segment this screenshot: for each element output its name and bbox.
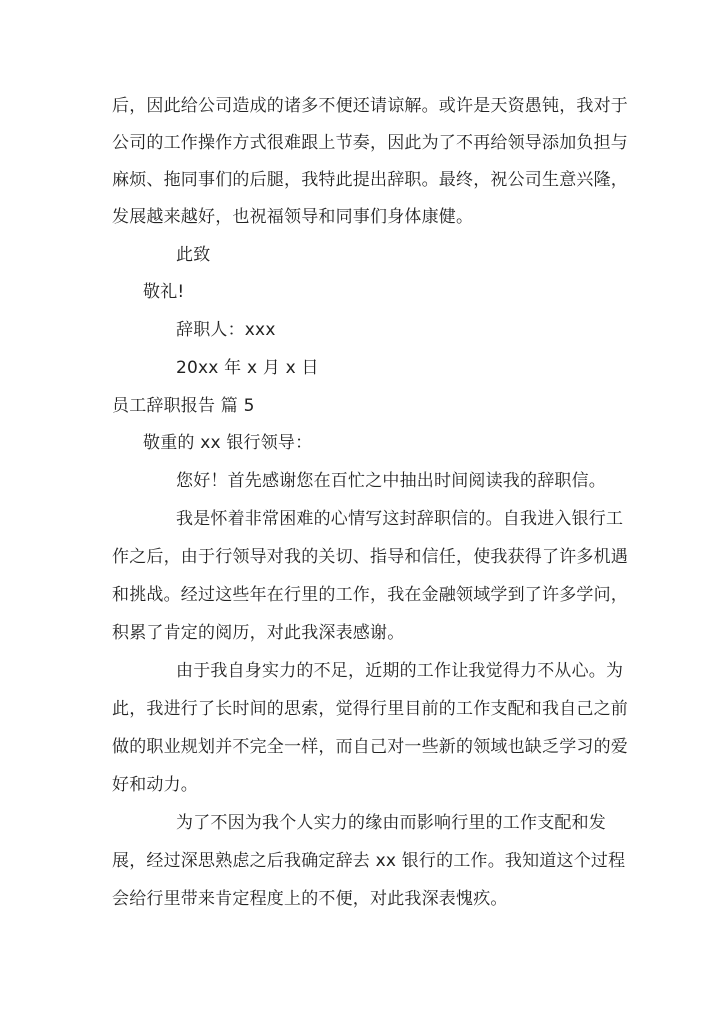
paragraph-line: 我是怀着非常困难的心情写这封辞职信的。自我进入银行工 bbox=[176, 509, 624, 529]
paragraph-line: 和挑战。经过这些年在行里的工作，我在金融领域学到了许多学问， bbox=[112, 585, 628, 605]
letter-greeting: 敬重的 xx 银行领导： bbox=[143, 433, 313, 453]
paragraph-line: 发展越来越好，也祝福领导和同事们身体康健。 bbox=[112, 207, 474, 227]
paragraph-line: 积累了肯定的阅历，对此我深表感谢。 bbox=[112, 623, 405, 643]
paragraph-line: 展，经过深思熟虑之后我确定辞去 xx 银行的工作。我知道这个过程 bbox=[112, 851, 626, 871]
paragraph-line: 会给行里带来肯定程度上的不便，对此我深表愧疚。 bbox=[112, 889, 508, 909]
signature-date: 20xx 年 x 月 x 日 bbox=[176, 358, 319, 378]
paragraph-line: 后，因此给公司造成的诸多不便还请谅解。或许是天资愚钝，我对于 bbox=[112, 96, 628, 116]
signature-name: 辞职人：xxx bbox=[176, 320, 276, 340]
paragraph-line: 做的职业规划并不完全一样，而自己对一些新的领域也缺乏学习的爱 bbox=[112, 737, 628, 757]
paragraph-line: 公司的工作操作方式很难跟上节奏，因此为了不再给领导添加负担与 bbox=[112, 133, 628, 153]
paragraph-line: 麻烦、拖同事们的后腿，我特此提出辞职。最终，祝公司生意兴隆， bbox=[112, 170, 628, 190]
section-heading: 员工辞职报告 篇 5 bbox=[112, 396, 255, 416]
paragraph-line: 作之后，由于行领导对我的关切、指导和信任，使我获得了许多机遇 bbox=[112, 547, 628, 567]
closing-salutation: 此致 bbox=[176, 245, 211, 265]
paragraph-line: 为了不因为我个人实力的缘由而影响行里的工作支配和发 bbox=[176, 813, 606, 833]
closing-regards: 敬礼! bbox=[143, 282, 185, 302]
paragraph-line: 好和动力。 bbox=[112, 775, 198, 795]
paragraph-line: 此，我进行了长时间的思索，觉得行里目前的工作支配和我自己之前 bbox=[112, 699, 628, 719]
paragraph-line: 您好！首先感谢您在百忙之中抽出时间阅读我的辞职信。 bbox=[176, 471, 606, 491]
paragraph-line: 由于我自身实力的不足，近期的工作让我觉得力不从心。为 bbox=[176, 661, 624, 681]
